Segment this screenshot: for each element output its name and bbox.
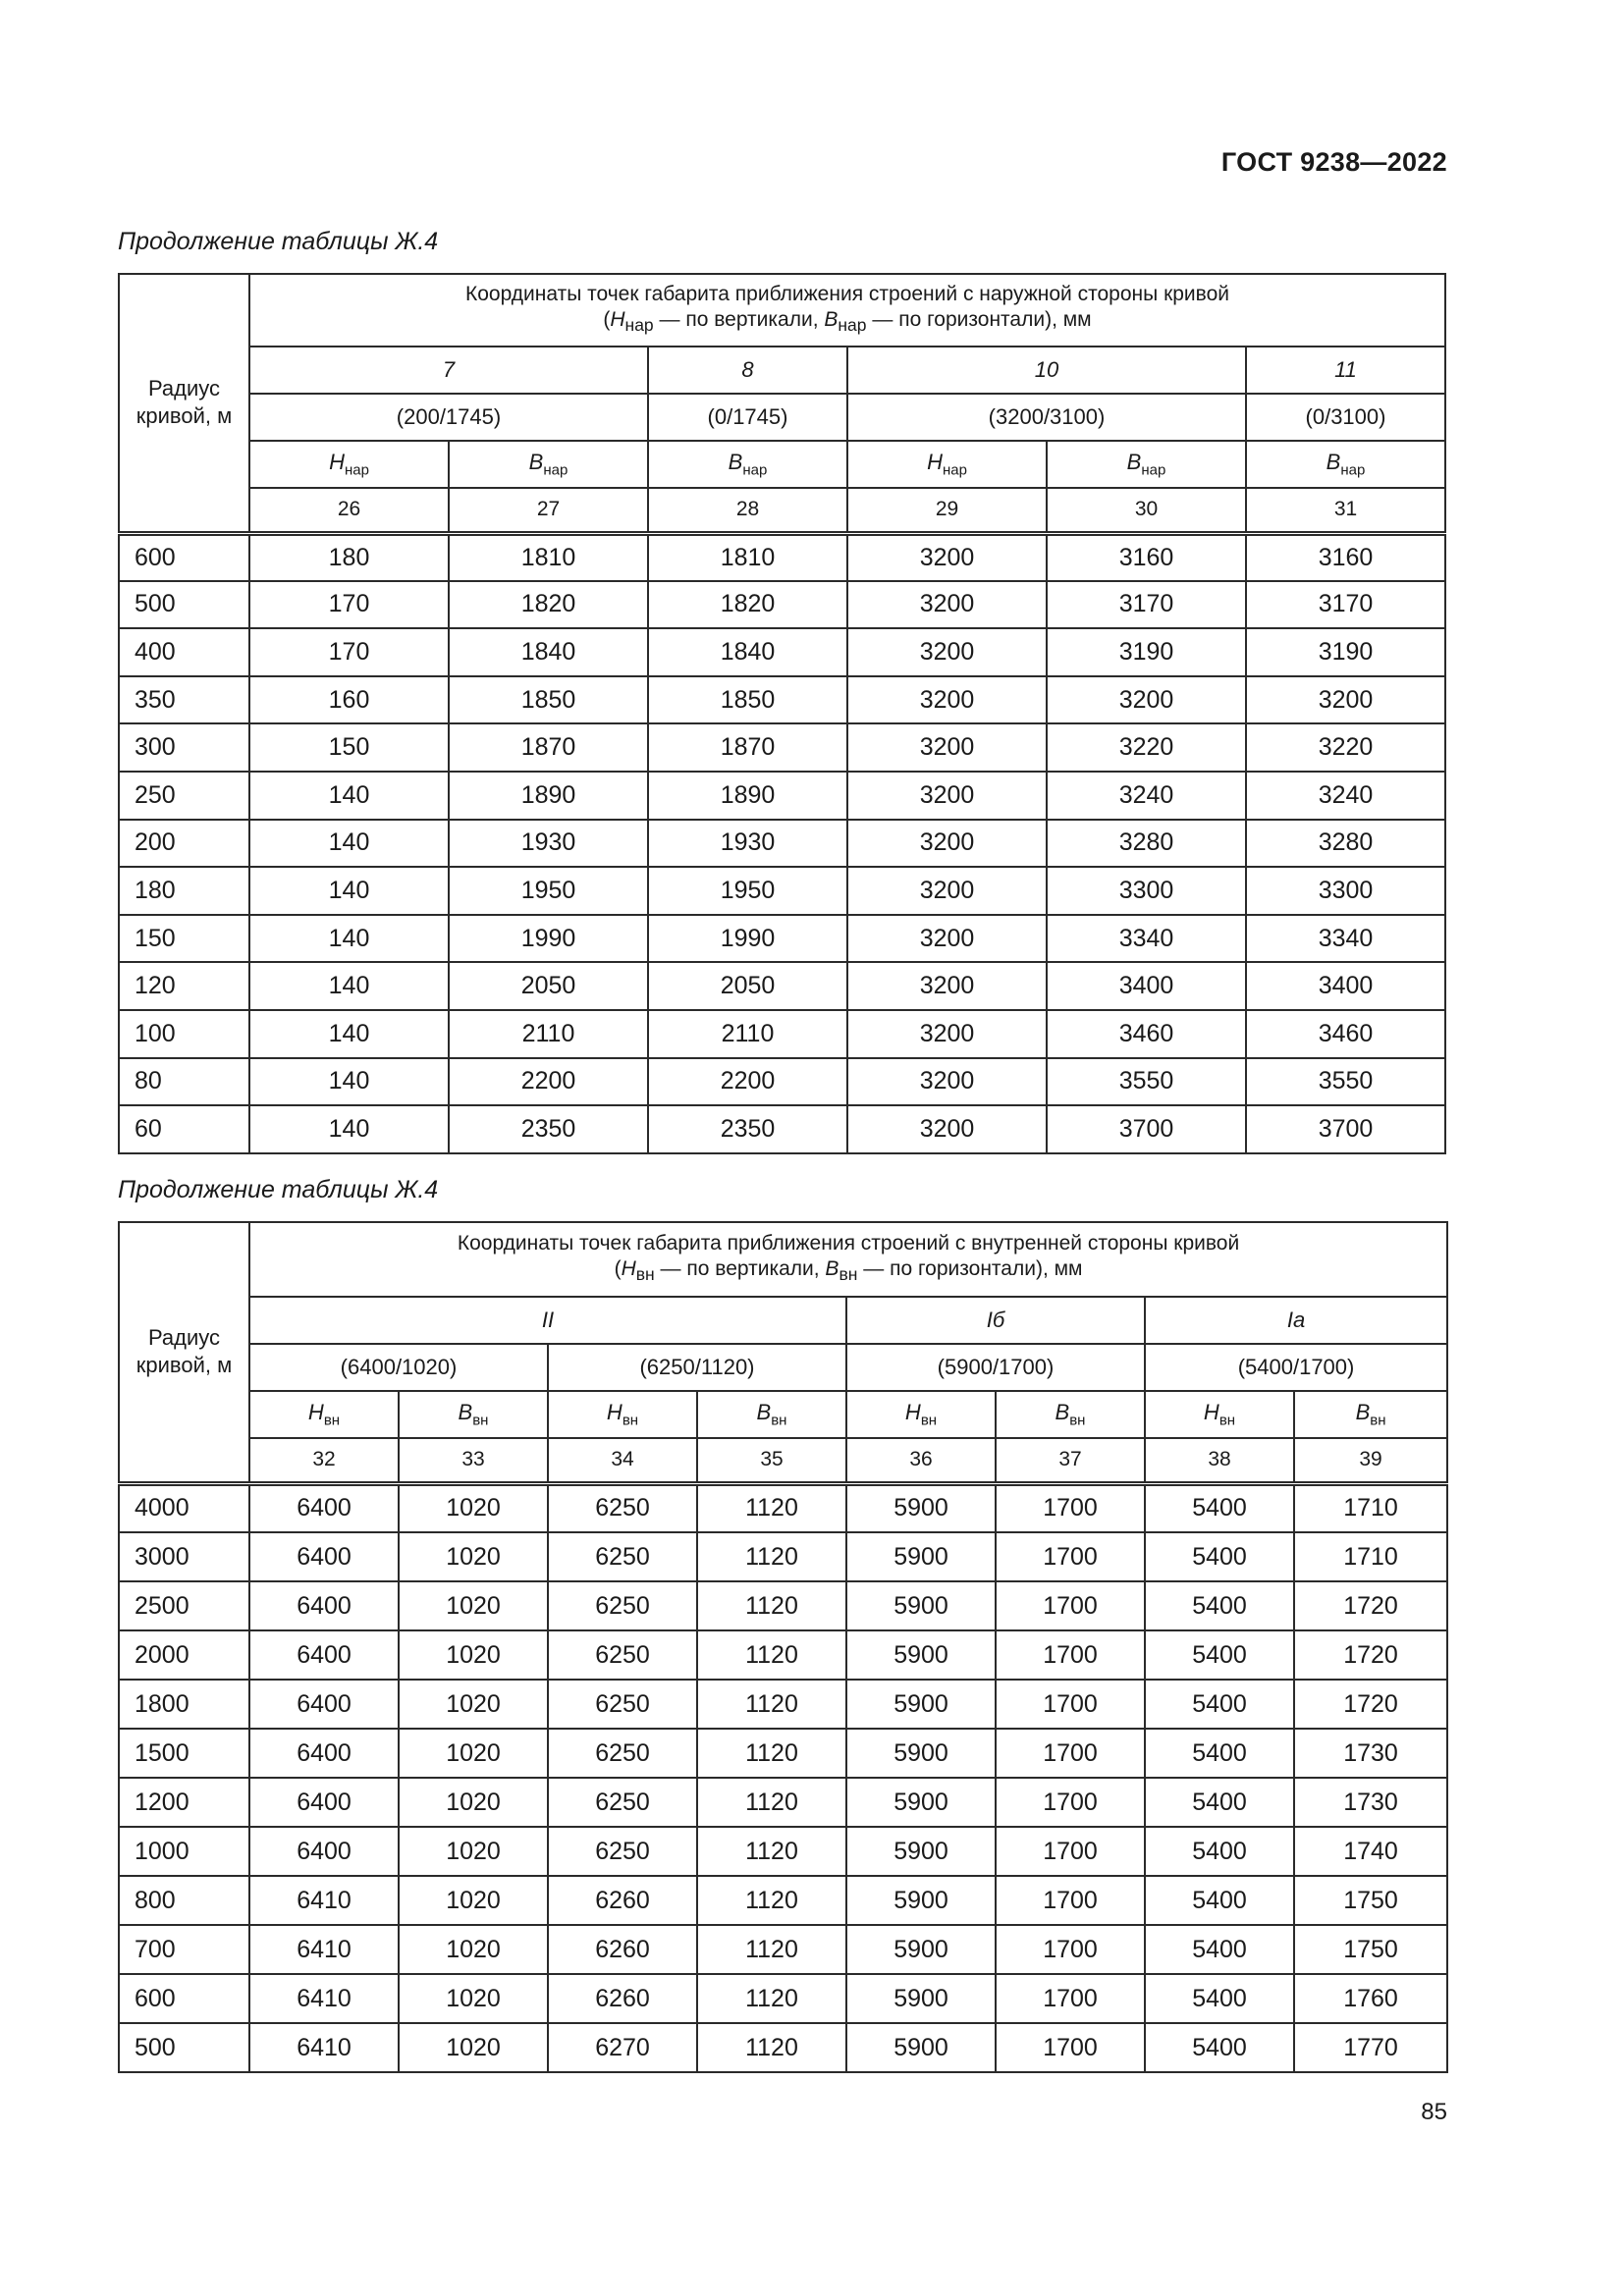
coordinate-value: 3240 <box>1047 772 1246 820</box>
coordinate-value: 5900 <box>846 1876 996 1925</box>
coordinate-value: 1720 <box>1294 1581 1447 1630</box>
coordinate-value: 5900 <box>846 1630 996 1680</box>
table2-column-number: 35 <box>697 1438 846 1483</box>
table1-group: 8 <box>648 347 847 394</box>
table-row <box>119 1680 1447 1729</box>
coordinate-value: 3190 <box>1246 628 1445 676</box>
radius-value: 1200 <box>119 1778 249 1827</box>
table-row <box>119 1630 1447 1680</box>
coordinate-value: 1850 <box>648 676 847 724</box>
coordinate-value: 3160 <box>1047 533 1246 581</box>
coordinate-value: 6250 <box>548 1729 697 1778</box>
coordinate-value: 140 <box>249 1105 449 1153</box>
coordinate-value: 6410 <box>249 1974 399 2023</box>
coordinate-value: 3200 <box>847 915 1047 963</box>
coordinate-value: 6250 <box>548 1827 697 1876</box>
table-row <box>119 867 1445 915</box>
coordinate-value: 1840 <box>449 628 648 676</box>
coordinate-value: 1020 <box>399 1630 548 1680</box>
coordinate-value: 5900 <box>846 1680 996 1729</box>
radius-value: 600 <box>119 533 249 581</box>
table1-title-line1: Координаты точек габарита приближения строений с наружной стороны кривой <box>465 283 1229 306</box>
coordinate-value: 6400 <box>249 1827 399 1876</box>
table1-variable: $B_{нар}$ <box>648 441 847 488</box>
table-row <box>119 2023 1447 2072</box>
coordinate-value: 3200 <box>1047 676 1246 724</box>
radius-value: 350 <box>119 676 249 724</box>
radius-value: 100 <box>119 1010 249 1058</box>
table1-column-number: 30 <box>1047 488 1246 533</box>
coordinate-value: 140 <box>249 962 449 1010</box>
coordinate-value: 1020 <box>399 1974 548 2023</box>
table-row <box>119 1925 1447 1974</box>
coordinate-value: 2110 <box>449 1010 648 1058</box>
coordinate-value: 1020 <box>399 2023 548 2072</box>
coordinate-value: 6410 <box>249 1876 399 1925</box>
coordinate-value: 1810 <box>449 533 648 581</box>
coordinate-value: 1770 <box>1294 2023 1447 2072</box>
radius-value: 1800 <box>119 1680 249 1729</box>
coordinate-value: 3170 <box>1246 581 1445 629</box>
table1-variable: $B_{нар}$ <box>449 441 648 488</box>
table-row <box>119 1827 1447 1876</box>
coordinate-value: 3200 <box>847 867 1047 915</box>
coordinate-value: 3190 <box>1047 628 1246 676</box>
coordinate-value: 2050 <box>449 962 648 1010</box>
table2-variable: $H_{вн}$ <box>1145 1391 1294 1438</box>
coordinate-value: 150 <box>249 723 449 772</box>
coordinate-value: 1750 <box>1294 1876 1447 1925</box>
coordinate-value: 1890 <box>648 772 847 820</box>
table2-variable: $B_{вн}$ <box>697 1391 846 1438</box>
table2-group: Ia <box>1145 1297 1447 1344</box>
table1-caption: Продолжение таблицы Ж.4 <box>118 228 439 255</box>
coordinate-value: 1700 <box>996 2023 1145 2072</box>
table2-variable: $B_{вн}$ <box>996 1391 1145 1438</box>
table-row <box>119 772 1445 820</box>
coordinate-value: 6250 <box>548 1532 697 1581</box>
coordinate-value: 3220 <box>1047 723 1246 772</box>
coordinate-value: 140 <box>249 820 449 868</box>
radius-value: 400 <box>119 628 249 676</box>
coordinate-value: 3200 <box>1246 676 1445 724</box>
coordinate-value: 3200 <box>847 676 1047 724</box>
table1-variable: $H_{нар}$ <box>847 441 1047 488</box>
coordinate-value: 1700 <box>996 1581 1145 1630</box>
coordinate-value: 3300 <box>1047 867 1246 915</box>
coordinate-value: 1020 <box>399 1581 548 1630</box>
coordinate-value: 3700 <box>1246 1105 1445 1153</box>
coordinate-value: 140 <box>249 915 449 963</box>
table-row <box>119 1532 1447 1581</box>
table1-group: 7 <box>249 347 648 394</box>
coordinate-value: 5400 <box>1145 1630 1294 1680</box>
coordinate-value: 170 <box>249 581 449 629</box>
coordinate-value: 6250 <box>548 1778 697 1827</box>
coordinate-value: 3200 <box>847 820 1047 868</box>
coordinate-value: 6400 <box>249 1532 399 1581</box>
table2-title <box>249 1222 1447 1297</box>
page-number: 85 <box>1421 2099 1447 2125</box>
coordinate-value: 6250 <box>548 1630 697 1680</box>
coordinate-value: 2350 <box>648 1105 847 1153</box>
radius-value: 1500 <box>119 1729 249 1778</box>
coordinate-value: 5400 <box>1145 1925 1294 1974</box>
radius-value: 120 <box>119 962 249 1010</box>
table1-column-number: 26 <box>249 488 449 533</box>
coordinate-value: 1120 <box>697 1532 846 1581</box>
radius-value: 700 <box>119 1925 249 1974</box>
table-row <box>119 1483 1447 1532</box>
table1-column-number: 28 <box>648 488 847 533</box>
table2-title-line2: ($H_{вн}$ — по вертикали, $B_{вн}$ — по горизонтали), мм <box>614 1257 1083 1285</box>
coordinate-value: 1120 <box>697 1827 846 1876</box>
table1-radius-header: Радиус кривой, м <box>119 274 249 533</box>
coordinate-value: 1700 <box>996 1925 1145 1974</box>
coordinate-value: 1750 <box>1294 1925 1447 1974</box>
coordinate-value: 5900 <box>846 1532 996 1581</box>
table1-column-number: 29 <box>847 488 1047 533</box>
coordinate-value: 1120 <box>697 1876 846 1925</box>
coordinate-value: 1700 <box>996 1729 1145 1778</box>
coordinate-value: 1120 <box>697 1630 846 1680</box>
radius-value: 180 <box>119 867 249 915</box>
coordinate-value: 1890 <box>449 772 648 820</box>
coordinate-value: 140 <box>249 1058 449 1106</box>
coordinate-value: 5400 <box>1145 1680 1294 1729</box>
coordinate-value: 6250 <box>548 1483 697 1532</box>
table-row <box>119 1778 1447 1827</box>
table1-group: 11 <box>1246 347 1445 394</box>
radius-value: 80 <box>119 1058 249 1106</box>
coordinate-value: 1120 <box>697 1974 846 2023</box>
coordinate-value: 5900 <box>846 1483 996 1532</box>
table2-inner-curve-clearance <box>118 1221 1448 2073</box>
coordinate-value: 1700 <box>996 1483 1145 1532</box>
radius-value: 800 <box>119 1876 249 1925</box>
coordinate-value: 5400 <box>1145 1778 1294 1827</box>
table2-column-number: 33 <box>399 1438 548 1483</box>
table1-group: 10 <box>847 347 1246 394</box>
table2-point: (5900/1700) <box>846 1344 1145 1391</box>
table-row <box>119 1876 1447 1925</box>
coordinate-value: 6400 <box>249 1630 399 1680</box>
coordinate-value: 1720 <box>1294 1680 1447 1729</box>
table-row <box>119 628 1445 676</box>
coordinate-value: 170 <box>249 628 449 676</box>
coordinate-value: 1710 <box>1294 1532 1447 1581</box>
radius-value: 1000 <box>119 1827 249 1876</box>
coordinate-value: 5900 <box>846 1925 996 1974</box>
coordinate-value: 6260 <box>548 1925 697 1974</box>
coordinate-value: 1740 <box>1294 1827 1447 1876</box>
coordinate-value: 2050 <box>648 962 847 1010</box>
table2-column-number: 36 <box>846 1438 996 1483</box>
table2-column-number: 37 <box>996 1438 1145 1483</box>
coordinate-value: 5400 <box>1145 1581 1294 1630</box>
coordinate-value: 3280 <box>1246 820 1445 868</box>
coordinate-value: 1870 <box>648 723 847 772</box>
coordinate-value: 6260 <box>548 1974 697 2023</box>
radius-value: 60 <box>119 1105 249 1153</box>
coordinate-value: 1730 <box>1294 1778 1447 1827</box>
coordinate-value: 5900 <box>846 2023 996 2072</box>
coordinate-value: 6250 <box>548 1581 697 1630</box>
coordinate-value: 140 <box>249 1010 449 1058</box>
coordinate-value: 6400 <box>249 1778 399 1827</box>
coordinate-value: 3340 <box>1246 915 1445 963</box>
table2-point: (6400/1020) <box>249 1344 548 1391</box>
table1-variable: $H_{нар}$ <box>249 441 449 488</box>
coordinate-value: 140 <box>249 867 449 915</box>
table-row <box>119 1729 1447 1778</box>
coordinate-value: 5900 <box>846 1581 996 1630</box>
coordinate-value: 1700 <box>996 1778 1145 1827</box>
coordinate-value: 1760 <box>1294 1974 1447 2023</box>
document-id: ГОСТ 9238—2022 <box>1220 147 1447 177</box>
coordinate-value: 1020 <box>399 1778 548 1827</box>
table-row <box>119 581 1445 629</box>
radius-value: 2500 <box>119 1581 249 1630</box>
coordinate-value: 6270 <box>548 2023 697 2072</box>
radius-value: 300 <box>119 723 249 772</box>
coordinate-value: 5900 <box>846 1974 996 2023</box>
coordinate-value: 2200 <box>648 1058 847 1106</box>
table2-group: II <box>249 1297 846 1344</box>
coordinate-value: 5400 <box>1145 1729 1294 1778</box>
coordinate-value: 5900 <box>846 1729 996 1778</box>
coordinate-value: 5400 <box>1145 2023 1294 2072</box>
coordinate-value: 1990 <box>449 915 648 963</box>
table2-point: (6250/1120) <box>548 1344 846 1391</box>
coordinate-value: 3200 <box>847 723 1047 772</box>
coordinate-value: 3200 <box>847 533 1047 581</box>
coordinate-value: 1820 <box>648 581 847 629</box>
coordinate-value: 1120 <box>697 1729 846 1778</box>
coordinate-value: 6250 <box>548 1680 697 1729</box>
table-row <box>119 962 1445 1010</box>
radius-value: 4000 <box>119 1483 249 1532</box>
coordinate-value: 1120 <box>697 1778 846 1827</box>
table-row <box>119 533 1445 581</box>
coordinate-value: 1950 <box>449 867 648 915</box>
coordinate-value: 5900 <box>846 1827 996 1876</box>
coordinate-value: 1700 <box>996 1974 1145 2023</box>
coordinate-value: 1700 <box>996 1630 1145 1680</box>
coordinate-value: 5400 <box>1145 1974 1294 2023</box>
coordinate-value: 1730 <box>1294 1729 1447 1778</box>
table1-outer-curve-clearance <box>118 273 1446 1154</box>
coordinate-value: 3700 <box>1047 1105 1246 1153</box>
coordinate-value: 5400 <box>1145 1827 1294 1876</box>
table2-variable: $H_{вн}$ <box>846 1391 996 1438</box>
coordinate-value: 3240 <box>1246 772 1445 820</box>
coordinate-value: 3200 <box>847 1058 1047 1106</box>
coordinate-value: 1020 <box>399 1532 548 1581</box>
table2-point: (5400/1700) <box>1145 1344 1447 1391</box>
coordinate-value: 1020 <box>399 1680 548 1729</box>
table1-column-number: 31 <box>1246 488 1445 533</box>
radius-value: 2000 <box>119 1630 249 1680</box>
coordinate-value: 5400 <box>1145 1532 1294 1581</box>
table2-radius-header: Радиус кривой, м <box>119 1222 249 1483</box>
coordinate-value: 1810 <box>648 533 847 581</box>
table-row <box>119 1105 1445 1153</box>
coordinate-value: 1120 <box>697 1581 846 1630</box>
coordinate-value: 1990 <box>648 915 847 963</box>
coordinate-value: 1930 <box>648 820 847 868</box>
coordinate-value: 1700 <box>996 1876 1145 1925</box>
table-row <box>119 1974 1447 2023</box>
table1-title <box>249 274 1445 347</box>
coordinate-value: 2350 <box>449 1105 648 1153</box>
coordinate-value: 3200 <box>847 581 1047 629</box>
coordinate-value: 1820 <box>449 581 648 629</box>
coordinate-value: 3340 <box>1047 915 1246 963</box>
table-row <box>119 1058 1445 1106</box>
coordinate-value: 3170 <box>1047 581 1246 629</box>
table1-variable: $B_{нар}$ <box>1246 441 1445 488</box>
table-row <box>119 676 1445 724</box>
coordinate-value: 1020 <box>399 1483 548 1532</box>
coordinate-value: 1020 <box>399 1876 548 1925</box>
radius-value: 500 <box>119 2023 249 2072</box>
table1-variable: $B_{нар}$ <box>1047 441 1246 488</box>
coordinate-value: 6400 <box>249 1581 399 1630</box>
coordinate-value: 1120 <box>697 1680 846 1729</box>
coordinate-value: 1020 <box>399 1925 548 1974</box>
coordinate-value: 1950 <box>648 867 847 915</box>
table1-point: (3200/3100) <box>847 394 1246 441</box>
coordinate-value: 3200 <box>847 628 1047 676</box>
coordinate-value: 1850 <box>449 676 648 724</box>
coordinate-value: 3280 <box>1047 820 1246 868</box>
coordinate-value: 3200 <box>847 1010 1047 1058</box>
table-row <box>119 915 1445 963</box>
coordinate-value: 160 <box>249 676 449 724</box>
table-row <box>119 820 1445 868</box>
table2-variable: $B_{вн}$ <box>399 1391 548 1438</box>
table2-column-number: 34 <box>548 1438 697 1483</box>
coordinate-value: 140 <box>249 772 449 820</box>
table1-column-number: 27 <box>449 488 648 533</box>
coordinate-value: 6400 <box>249 1483 399 1532</box>
table2-group: Iб <box>846 1297 1145 1344</box>
coordinate-value: 1710 <box>1294 1483 1447 1532</box>
table1-point: (0/3100) <box>1246 394 1445 441</box>
coordinate-value: 3300 <box>1246 867 1445 915</box>
coordinate-value: 1700 <box>996 1680 1145 1729</box>
coordinate-value: 2200 <box>449 1058 648 1106</box>
table1-point: (0/1745) <box>648 394 847 441</box>
radius-value: 250 <box>119 772 249 820</box>
coordinate-value: 3460 <box>1246 1010 1445 1058</box>
radius-value: 600 <box>119 1974 249 2023</box>
coordinate-value: 1870 <box>449 723 648 772</box>
coordinate-value: 2110 <box>648 1010 847 1058</box>
coordinate-value: 1120 <box>697 1483 846 1532</box>
table1-point: (200/1745) <box>249 394 648 441</box>
coordinate-value: 5400 <box>1145 1876 1294 1925</box>
table2-title-line1: Координаты точек габарита приближения строений с внутренней стороны кривой <box>457 1232 1240 1255</box>
coordinate-value: 3200 <box>847 772 1047 820</box>
coordinate-value: 3200 <box>847 1105 1047 1153</box>
coordinate-value: 3400 <box>1246 962 1445 1010</box>
table2-variable: $H_{вн}$ <box>548 1391 697 1438</box>
coordinate-value: 1840 <box>648 628 847 676</box>
table2-column-number: 38 <box>1145 1438 1294 1483</box>
table2-variable: $B_{вн}$ <box>1294 1391 1447 1438</box>
coordinate-value: 1120 <box>697 2023 846 2072</box>
table2-column-number: 39 <box>1294 1438 1447 1483</box>
radius-value: 3000 <box>119 1532 249 1581</box>
coordinate-value: 6410 <box>249 1925 399 1974</box>
radius-value: 150 <box>119 915 249 963</box>
table-row <box>119 723 1445 772</box>
coordinate-value: 3160 <box>1246 533 1445 581</box>
table2-variable: $H_{вн}$ <box>249 1391 399 1438</box>
table2-caption: Продолжение таблицы Ж.4 <box>118 1176 439 1203</box>
coordinate-value: 1700 <box>996 1532 1145 1581</box>
coordinate-value: 3400 <box>1047 962 1246 1010</box>
coordinate-value: 6410 <box>249 2023 399 2072</box>
coordinate-value: 3550 <box>1047 1058 1246 1106</box>
table2-column-number: 32 <box>249 1438 399 1483</box>
coordinate-value: 3460 <box>1047 1010 1246 1058</box>
table1-title-line2: ($H_{нар}$ — по вертикали, $B_{нар}$ — по горизонтали), мм <box>603 308 1092 336</box>
coordinate-value: 1020 <box>399 1827 548 1876</box>
coordinate-value: 1720 <box>1294 1630 1447 1680</box>
coordinate-value: 1020 <box>399 1729 548 1778</box>
coordinate-value: 5400 <box>1145 1483 1294 1532</box>
coordinate-value: 1930 <box>449 820 648 868</box>
coordinate-value: 5900 <box>846 1778 996 1827</box>
table-row <box>119 1010 1445 1058</box>
radius-value: 500 <box>119 581 249 629</box>
coordinate-value: 180 <box>249 533 449 581</box>
table-row <box>119 1581 1447 1630</box>
coordinate-value: 3220 <box>1246 723 1445 772</box>
coordinate-value: 1120 <box>697 1925 846 1974</box>
coordinate-value: 1700 <box>996 1827 1145 1876</box>
radius-value: 200 <box>119 820 249 868</box>
coordinate-value: 3550 <box>1246 1058 1445 1106</box>
coordinate-value: 3200 <box>847 962 1047 1010</box>
coordinate-value: 6260 <box>548 1876 697 1925</box>
coordinate-value: 6400 <box>249 1680 399 1729</box>
coordinate-value: 6400 <box>249 1729 399 1778</box>
